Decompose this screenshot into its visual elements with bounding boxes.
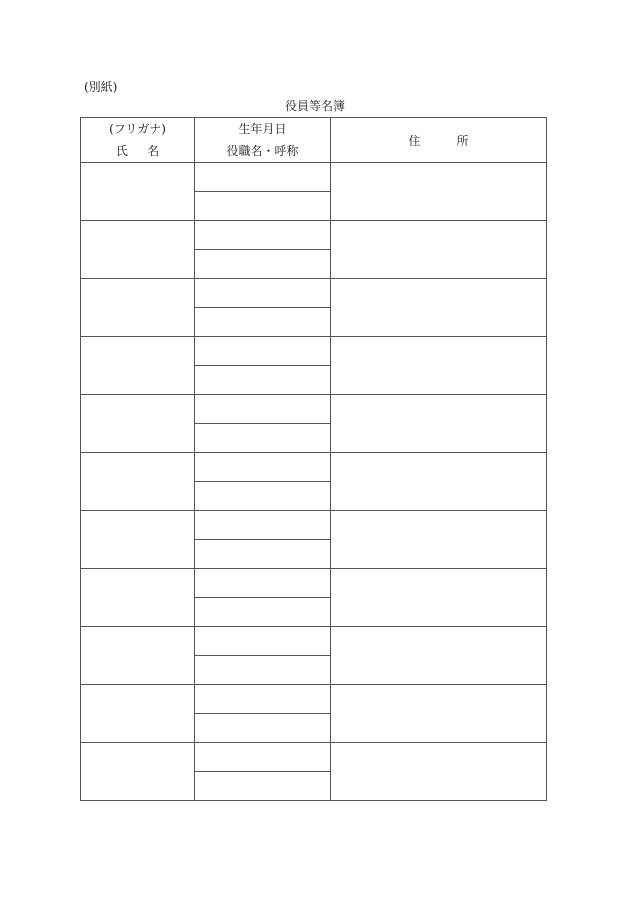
officer-address-cell[interactable]: [331, 221, 547, 279]
officer-name-cell[interactable]: [81, 279, 195, 337]
officer-row: [81, 569, 547, 598]
officer-row: [81, 163, 547, 192]
officer-row: [81, 395, 547, 424]
officer-address-cell[interactable]: [331, 627, 547, 685]
furigana-header-label: (フリガナ): [109, 122, 166, 136]
officer-position-cell[interactable]: [195, 714, 331, 743]
address-column-header: [331, 118, 547, 163]
officer-birthdate-cell[interactable]: [195, 685, 331, 714]
officer-row: [81, 743, 547, 772]
officer-row: [81, 337, 547, 366]
officer-birthdate-cell[interactable]: [195, 395, 331, 424]
officer-position-cell[interactable]: [195, 540, 331, 569]
officer-position-cell[interactable]: [195, 192, 331, 221]
officer-birthdate-cell[interactable]: [195, 221, 331, 250]
name-header-label: 氏名: [115, 144, 179, 158]
officer-position-cell[interactable]: [195, 250, 331, 279]
officer-address-cell[interactable]: [331, 453, 547, 511]
officer-position-cell[interactable]: [195, 482, 331, 511]
officer-birthdate-cell[interactable]: [195, 627, 331, 656]
officer-address-cell[interactable]: [331, 395, 547, 453]
officer-name-cell[interactable]: [81, 743, 195, 801]
attachment-label: (別紙): [84, 80, 118, 94]
officer-name-cell[interactable]: [81, 395, 195, 453]
position-header-label: 役職名・呼称: [226, 144, 299, 158]
address-header-label: 住所: [408, 133, 505, 148]
officers-table-body: [81, 163, 547, 801]
officer-position-cell[interactable]: [195, 772, 331, 801]
officers-table: [80, 117, 547, 801]
officer-name-cell[interactable]: [81, 511, 195, 569]
officer-birthdate-cell[interactable]: [195, 569, 331, 598]
officer-name-cell[interactable]: [81, 163, 195, 221]
officer-address-cell[interactable]: [331, 685, 547, 743]
officer-position-cell[interactable]: [195, 656, 331, 685]
officer-address-cell[interactable]: [331, 569, 547, 627]
officer-row: [81, 627, 547, 656]
officer-position-cell[interactable]: [195, 424, 331, 453]
officer-row: [81, 511, 547, 540]
officer-row: [81, 221, 547, 250]
officer-birthdate-cell[interactable]: [195, 511, 331, 540]
officer-address-cell[interactable]: [331, 743, 547, 801]
officer-row: [81, 453, 547, 482]
officer-address-cell[interactable]: [331, 163, 547, 221]
officer-birthdate-cell[interactable]: [195, 743, 331, 772]
officer-birthdate-cell[interactable]: [195, 453, 331, 482]
officer-birthdate-cell[interactable]: [195, 337, 331, 366]
table-header-row: [81, 118, 547, 163]
birthdate-header-label: 生年月日: [238, 122, 287, 136]
officer-birthdate-cell[interactable]: [195, 163, 331, 192]
officer-name-cell[interactable]: [81, 627, 195, 685]
officer-name-cell[interactable]: [81, 685, 195, 743]
page-title: 役員等名簿: [284, 99, 345, 113]
officer-address-cell[interactable]: [331, 279, 547, 337]
officer-position-cell[interactable]: [195, 366, 331, 395]
name-column-header: [81, 118, 195, 163]
officer-birthdate-cell[interactable]: [195, 279, 331, 308]
officer-name-cell[interactable]: [81, 337, 195, 395]
officer-row: [81, 685, 547, 714]
officer-position-cell[interactable]: [195, 598, 331, 627]
officer-position-cell[interactable]: [195, 308, 331, 337]
officer-row: [81, 279, 547, 308]
birthdate-position-column-header: [195, 118, 331, 163]
officer-name-cell[interactable]: [81, 221, 195, 279]
officer-name-cell[interactable]: [81, 569, 195, 627]
officer-address-cell[interactable]: [331, 337, 547, 395]
officer-address-cell[interactable]: [331, 511, 547, 569]
officer-name-cell[interactable]: [81, 453, 195, 511]
